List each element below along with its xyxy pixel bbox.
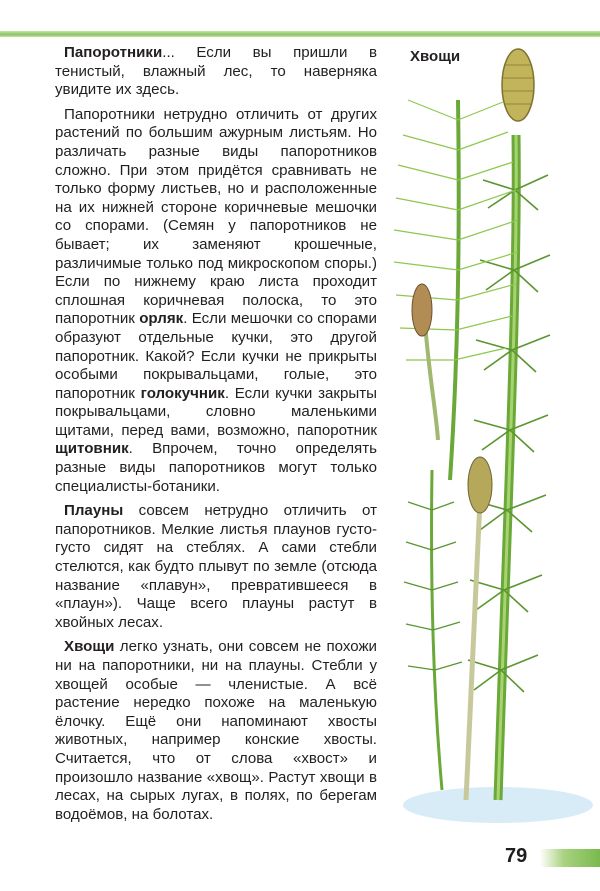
- term-oak-fern: голокучник: [140, 384, 225, 402]
- horsetail-feathery-plant: [394, 100, 518, 480]
- article-text: [55, 44, 377, 830]
- paragraph-ferns-details: Папоротники нетрудно отличить от других растений по большим ажурным листьям. Но различать разные виды папоротников сложно. При этом придётся сравнивать не только форму листьев, но и расположенные на их нижней стороне коричневые мешочки со спорами. (Семян у папоротников не бывает; их заменяют крошечные, различимые только под микроскопом споры.) Если по нижнему краю листа проходит сплошная коричневая полоска, то это папоротник орляк. Если мешочки со спорами образуют отдельные кучки, это другой папоротник. Какой? Если кучки не прикрыты особыми покрывальцами, голые, это папоротник голокучник. Если кучки закрыты покрывальцами, словно маленькими щитами, перед вами, возможно, папоротник щитовник. Впрочем, точно определять разные виды папоротников могут только специалисты-ботаники.: [55, 105, 377, 495]
- term-clubmosses: Плауны: [64, 502, 124, 520]
- term-ferns: Папоротники: [64, 44, 163, 61]
- horsetail-cone-plant-left: [412, 284, 438, 440]
- top-green-rule: [0, 31, 600, 37]
- term-bracken: орляк: [139, 310, 184, 328]
- bottom-green-bar: [540, 849, 600, 867]
- horsetail-cone-plant-middle: [466, 457, 492, 800]
- illustration-caption: Хвощи: [410, 48, 461, 65]
- term-horsetails: Хвощи: [64, 638, 115, 656]
- horsetail-illustration: [388, 40, 600, 835]
- horsetail-small-plant-left: [404, 470, 462, 790]
- page-number: 79: [505, 845, 528, 867]
- term-shield-fern: щитовник: [55, 440, 129, 458]
- horsetail-main-plant: [468, 49, 550, 800]
- paragraph-clubmosses: Плауны совсем нетрудно отличить от папоротников. Мелкие листья плаунов густо-густо сидят на стеблях. А сами стебли стелются, как будто плывут по земле (отсюда название «плавун», превратившееся в «плаун»). Чаще всего плауны растут в хвойных лесах.: [55, 502, 377, 631]
- paragraph-horsetails: Хвощи легко узнать, они совсем не похожи ни на папоротники, ни на плауны. Стебли у хвощей особые — членистые. А всё растение нередко похоже на маленькую ёлочку. Ещё они напоминают хвосты животных, например конские хвосты. Считается, что от слова «хвост» и произошло название «хвощ». Растут хвощи в лесах, на сырых лугах, в полях, по берегам водоёмов, на болотах.: [55, 638, 377, 823]
- paragraph-ferns-intro: Папоротники... Если вы пришли в тенистый, влажный лес, то наверняка увидите их здесь.: [55, 44, 377, 99]
